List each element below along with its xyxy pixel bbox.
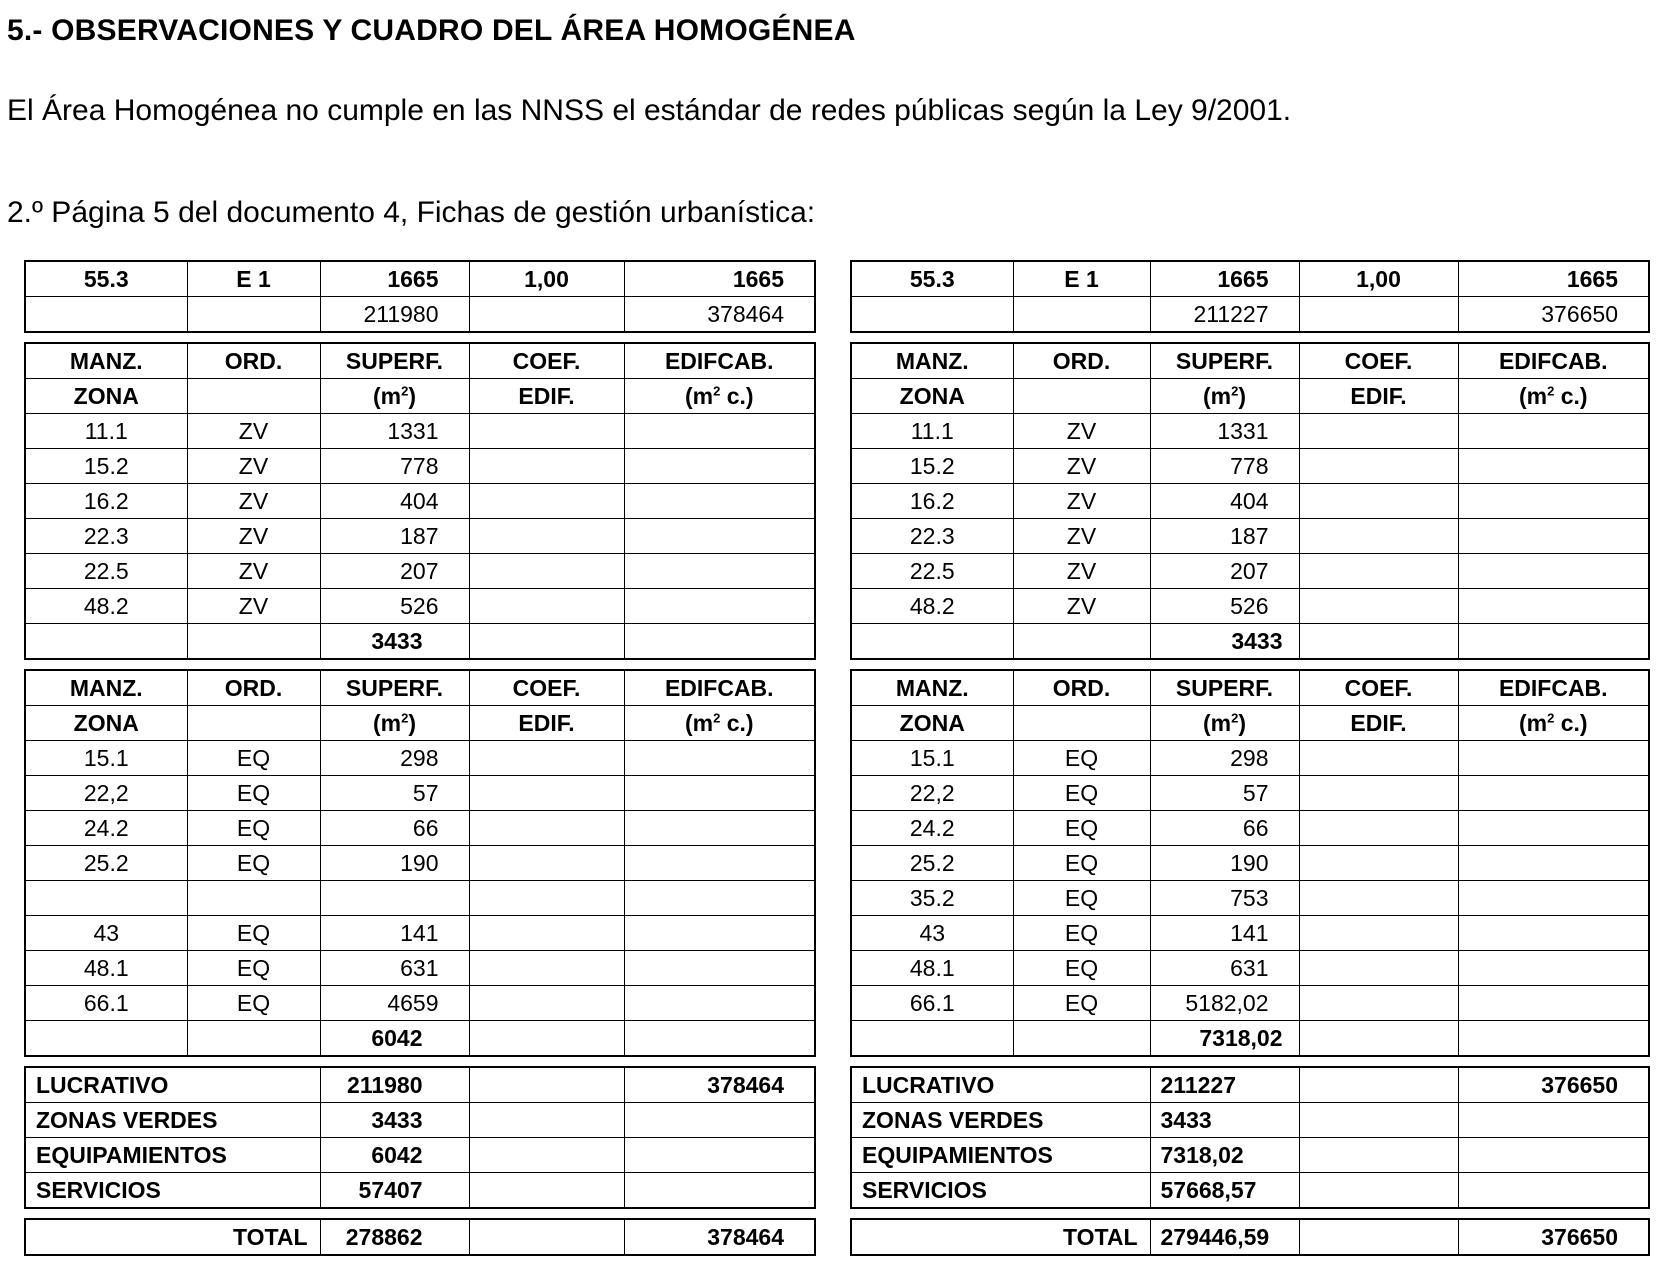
cell-edifcab	[624, 951, 815, 986]
summary-row	[25, 1067, 815, 1103]
cell-edifcab	[1458, 846, 1649, 881]
table-row	[851, 484, 1649, 519]
cell-manz: 15.1	[851, 741, 1013, 776]
table-row	[851, 589, 1649, 624]
cell-ord: EQ	[1013, 986, 1150, 1021]
table-row	[25, 554, 815, 589]
header-blank	[1013, 379, 1150, 414]
header-coef: COEF.	[469, 343, 624, 379]
cell-edifcab: 378464	[624, 297, 815, 333]
summary-row	[25, 1138, 815, 1173]
summary-superf: 3433	[1150, 1103, 1299, 1138]
cell-manz: 55.3	[851, 261, 1013, 297]
header-blank	[1013, 706, 1150, 741]
cell-manz: 55.3	[25, 261, 187, 297]
summary-superf: 6042	[320, 1138, 469, 1173]
observation-paragraph: El Área Homogénea no cumple en las NNSS el estándar de redes públicas según la Ley 9/2001.	[7, 94, 1292, 127]
summary-row	[25, 1103, 815, 1138]
header-edif: EDIF.	[1299, 706, 1458, 741]
summary-row	[851, 1103, 1649, 1138]
summary-superf: 7318,02	[1150, 1138, 1299, 1173]
cell-edifcab	[624, 484, 815, 519]
right-table-panel	[850, 260, 1648, 1256]
total-label: TOTAL	[851, 1219, 1150, 1255]
cell-ord: EQ	[1013, 951, 1150, 986]
cell-edifcab: 376650	[1458, 297, 1649, 333]
cell-ord	[187, 297, 320, 333]
total-label: TOTAL	[25, 1219, 320, 1255]
table-row	[25, 414, 815, 449]
table-row	[851, 881, 1649, 916]
cell-edifcab	[624, 519, 815, 554]
cell-ord: ZV	[187, 449, 320, 484]
cell-coef	[469, 986, 624, 1021]
header-superf-unit: $(m^2)$	[320, 379, 469, 414]
table-row	[851, 811, 1649, 846]
cell-ord	[187, 881, 320, 916]
cell-edifcab	[1458, 519, 1649, 554]
header-ord: ORD.	[187, 670, 320, 706]
zonas-verdes-table	[24, 342, 816, 660]
table-row	[851, 916, 1649, 951]
cell-coef: 1,00	[469, 261, 624, 297]
cell-coef	[1299, 519, 1458, 554]
cell-superf: 298	[1150, 741, 1299, 776]
header-edifcab: EDIFCAB.	[624, 343, 815, 379]
cell-edifcab	[624, 811, 815, 846]
table-row	[25, 881, 815, 916]
table-row	[25, 519, 815, 554]
cell-coef	[469, 776, 624, 811]
cell-ord: ZV	[1013, 589, 1150, 624]
cell-ord: EQ	[187, 846, 320, 881]
cell-manz: 11.1	[851, 414, 1013, 449]
table-row	[25, 811, 815, 846]
cell-edifcab	[624, 776, 815, 811]
cell-edifcab	[1458, 776, 1649, 811]
cell-edifcab	[1458, 449, 1649, 484]
summary-edifcab: 376650	[1458, 1067, 1649, 1103]
header-edifcab: EDIFCAB.	[624, 670, 815, 706]
cell-superf: 1331	[1150, 414, 1299, 449]
cell-manz: 43	[851, 916, 1013, 951]
cell-coef	[1299, 449, 1458, 484]
table-row	[851, 741, 1649, 776]
left-table-panel	[24, 260, 814, 1256]
total-superf: 278862	[320, 1219, 469, 1255]
cell-edifcab	[1458, 811, 1649, 846]
cell-coef	[469, 297, 624, 333]
summary-label: LUCRATIVO	[25, 1067, 320, 1103]
cell-manz: 48.1	[25, 951, 187, 986]
cell-superf: 778	[1150, 449, 1299, 484]
header-ord: ORD.	[1013, 343, 1150, 379]
cell-coef	[469, 589, 624, 624]
total-edifcab: 376650	[1458, 1219, 1649, 1255]
summary-edifcab	[1458, 1173, 1649, 1209]
header-edif: EDIF.	[469, 379, 624, 414]
header-edifcab-unit: ($m^2$ c.)	[624, 379, 815, 414]
cell-ord: ZV	[187, 589, 320, 624]
cell-manz: 22.5	[25, 554, 187, 589]
cell-superf: 526	[320, 589, 469, 624]
cell-coef	[469, 951, 624, 986]
cell-edifcab: 1665	[1458, 261, 1649, 297]
summary-edifcab	[624, 1103, 815, 1138]
cell-subtotal: 6042	[320, 1021, 469, 1057]
cell-coef	[469, 449, 624, 484]
cell-edifcab	[624, 846, 815, 881]
summary-row	[851, 1173, 1649, 1209]
cell-superf: 66	[1150, 811, 1299, 846]
cell-manz: 22,2	[851, 776, 1013, 811]
cell-manz: 15.2	[851, 449, 1013, 484]
cell-edifcab	[624, 881, 815, 916]
table-row	[851, 986, 1649, 1021]
cell-superf: 211980	[320, 297, 469, 333]
header-superf: SUPERF.	[320, 670, 469, 706]
header-edifcab-unit: ($m^2$ c.)	[624, 706, 815, 741]
cell-superf: 190	[1150, 846, 1299, 881]
table-row	[851, 776, 1649, 811]
cell-manz	[25, 881, 187, 916]
header-superf: SUPERF.	[1150, 670, 1299, 706]
cell-ord: ZV	[187, 519, 320, 554]
cell-ord: ZV	[187, 484, 320, 519]
summary-edifcab	[624, 1138, 815, 1173]
cell-superf: 141	[1150, 916, 1299, 951]
cell-ord: ZV	[1013, 449, 1150, 484]
cell-superf: 207	[1150, 554, 1299, 589]
cell-superf: 298	[320, 741, 469, 776]
cell-ord: EQ	[187, 986, 320, 1021]
summary-row	[851, 1067, 1649, 1103]
cell-manz: 15.2	[25, 449, 187, 484]
header-zona: ZONA	[851, 706, 1013, 741]
cell-manz: 35.2	[851, 881, 1013, 916]
cell-manz: 22.5	[851, 554, 1013, 589]
header-edifcab: EDIFCAB.	[1458, 343, 1649, 379]
cell-coef	[469, 484, 624, 519]
summary-label: EQUIPAMIENTOS	[851, 1138, 1150, 1173]
cell-edifcab: 1665	[624, 261, 815, 297]
table-row	[25, 986, 815, 1021]
cell-manz: 15.1	[25, 741, 187, 776]
table-row	[25, 741, 815, 776]
header-edifcab-unit: ($m^2$ c.)	[1458, 379, 1649, 414]
total-table	[24, 1218, 816, 1256]
cell-coef	[1299, 776, 1458, 811]
cell-coef	[1299, 811, 1458, 846]
cell-manz	[851, 297, 1013, 333]
cell-superf: 187	[320, 519, 469, 554]
summary-label: LUCRATIVO	[851, 1067, 1150, 1103]
cell-superf: 187	[1150, 519, 1299, 554]
cell-manz: 16.2	[851, 484, 1013, 519]
cell-coef	[1299, 554, 1458, 589]
cell-edifcab	[1458, 741, 1649, 776]
header-coef: COEF.	[1299, 343, 1458, 379]
section-heading: 5.- OBSERVACIONES Y CUADRO DEL ÁREA HOMOGÉNEA	[7, 14, 856, 47]
cell-superf: 526	[1150, 589, 1299, 624]
cell-manz: 22,2	[25, 776, 187, 811]
header-edif: EDIF.	[1299, 379, 1458, 414]
table-row	[851, 449, 1649, 484]
cell-coef	[1299, 484, 1458, 519]
table-row	[851, 414, 1649, 449]
cell-coef	[469, 519, 624, 554]
cell-ord: EQ	[187, 776, 320, 811]
summary-row	[25, 1173, 815, 1209]
cell-ord: EQ	[1013, 811, 1150, 846]
summary-label: ZONAS VERDES	[851, 1103, 1150, 1138]
subtotal-row	[25, 1021, 815, 1057]
cell-manz: 25.2	[851, 846, 1013, 881]
header-edifcab: EDIFCAB.	[1458, 670, 1649, 706]
header-ord: ORD.	[1013, 670, 1150, 706]
cell-ord: E 1	[1013, 261, 1150, 297]
cell-edifcab	[1458, 414, 1649, 449]
cell-superf: 1665	[320, 261, 469, 297]
cell-superf: 631	[320, 951, 469, 986]
cell-superf: 1331	[320, 414, 469, 449]
table-row	[25, 484, 815, 519]
cell-superf: 57	[320, 776, 469, 811]
cell-subtotal: 7318,02	[1150, 1021, 1299, 1057]
cell-manz: 48.1	[851, 951, 1013, 986]
cell-manz	[25, 297, 187, 333]
cell-edifcab	[1458, 951, 1649, 986]
table-row	[25, 916, 815, 951]
cell-manz: 22.3	[25, 519, 187, 554]
summary-superf: 211227	[1150, 1067, 1299, 1103]
cell-ord	[1013, 297, 1150, 333]
subtotal-row	[851, 1021, 1649, 1057]
cell-ord: EQ	[1013, 916, 1150, 951]
cell-manz: 22.3	[851, 519, 1013, 554]
total-superf: 279446,59	[1150, 1219, 1299, 1255]
cell-ord: EQ	[187, 916, 320, 951]
cell-edifcab	[624, 414, 815, 449]
total-table	[850, 1218, 1650, 1256]
table-row	[25, 589, 815, 624]
header-values-table	[850, 260, 1650, 333]
header-manz: MANZ.	[851, 343, 1013, 379]
table-row	[25, 776, 815, 811]
table-row	[851, 846, 1649, 881]
total-edifcab: 378464	[624, 1219, 815, 1255]
cell-edifcab	[1458, 484, 1649, 519]
cell-coef	[469, 811, 624, 846]
cell-edifcab	[1458, 881, 1649, 916]
cell-edifcab	[624, 916, 815, 951]
cell-superf: 5182,02	[1150, 986, 1299, 1021]
cell-ord: EQ	[1013, 881, 1150, 916]
cell-edifcab	[624, 986, 815, 1021]
cell-edifcab	[1458, 916, 1649, 951]
cell-manz: 25.2	[25, 846, 187, 881]
summary-edifcab: 378464	[624, 1067, 815, 1103]
cell-edifcab	[624, 449, 815, 484]
header-superf-unit: $(m^2)$	[1150, 379, 1299, 414]
cell-edifcab	[1458, 986, 1649, 1021]
cell-edifcab	[1458, 589, 1649, 624]
header-zona: ZONA	[25, 706, 187, 741]
summary-edifcab	[1458, 1103, 1649, 1138]
header-superf: SUPERF.	[1150, 343, 1299, 379]
header-blank	[187, 706, 320, 741]
cell-manz: 24.2	[851, 811, 1013, 846]
header-superf: SUPERF.	[320, 343, 469, 379]
summary-superf: 57668,57	[1150, 1173, 1299, 1209]
cell-superf: 631	[1150, 951, 1299, 986]
summary-superf: 211980	[320, 1067, 469, 1103]
summary-row	[851, 1138, 1649, 1173]
equipamientos-table	[24, 669, 816, 1057]
cell-superf	[320, 881, 469, 916]
summary-table	[24, 1066, 816, 1209]
cell-ord: ZV	[1013, 484, 1150, 519]
cell-superf: 141	[320, 916, 469, 951]
summary-table	[850, 1066, 1650, 1209]
summary-edifcab	[624, 1173, 815, 1209]
summary-label: ZONAS VERDES	[25, 1103, 320, 1138]
header-zona: ZONA	[25, 379, 187, 414]
cell-coef	[1299, 589, 1458, 624]
header-blank	[187, 379, 320, 414]
cell-ord: ZV	[187, 414, 320, 449]
cell-edifcab	[624, 589, 815, 624]
cell-coef	[1299, 414, 1458, 449]
table-row	[851, 951, 1649, 986]
table-row	[25, 846, 815, 881]
cell-superf: 57	[1150, 776, 1299, 811]
header-manz: MANZ.	[25, 670, 187, 706]
cell-coef	[1299, 741, 1458, 776]
header-superf-unit: $(m^2)$	[320, 706, 469, 741]
cell-edifcab	[1458, 554, 1649, 589]
header-coef: COEF.	[469, 670, 624, 706]
table-row	[25, 951, 815, 986]
summary-edifcab	[1458, 1138, 1649, 1173]
cell-ord: EQ	[187, 951, 320, 986]
cell-manz: 66.1	[851, 986, 1013, 1021]
cell-ord: ZV	[1013, 554, 1150, 589]
subtotal-row	[25, 624, 815, 660]
cell-ord: ZV	[187, 554, 320, 589]
cell-superf: 66	[320, 811, 469, 846]
header-edif: EDIF.	[469, 706, 624, 741]
cell-manz: 11.1	[25, 414, 187, 449]
subtotal-row	[851, 624, 1649, 660]
cell-superf: 211227	[1150, 297, 1299, 333]
cell-superf: 4659	[320, 986, 469, 1021]
cell-ord: EQ	[187, 811, 320, 846]
cell-superf: 404	[320, 484, 469, 519]
cell-subtotal: 3433	[1150, 624, 1299, 660]
cell-coef	[1299, 297, 1458, 333]
cell-superf: 207	[320, 554, 469, 589]
cell-edifcab	[624, 741, 815, 776]
cell-manz: 16.2	[25, 484, 187, 519]
cell-manz: 43	[25, 916, 187, 951]
zonas-verdes-table	[850, 342, 1650, 660]
cell-manz: 48.2	[25, 589, 187, 624]
cell-coef: 1,00	[1299, 261, 1458, 297]
cell-manz: 24.2	[25, 811, 187, 846]
cell-superf: 753	[1150, 881, 1299, 916]
header-coef: COEF.	[1299, 670, 1458, 706]
cell-superf: 1665	[1150, 261, 1299, 297]
cell-coef	[1299, 846, 1458, 881]
cell-coef	[469, 554, 624, 589]
cell-ord: EQ	[1013, 741, 1150, 776]
header-manz: MANZ.	[25, 343, 187, 379]
header-edifcab-unit: ($m^2$ c.)	[1458, 706, 1649, 741]
cell-ord: EQ	[1013, 776, 1150, 811]
cell-manz: 48.2	[851, 589, 1013, 624]
cell-coef	[469, 881, 624, 916]
page-reference-paragraph: 2.º Página 5 del documento 4, Fichas de gestión urbanística:	[7, 196, 816, 229]
cell-coef	[1299, 986, 1458, 1021]
cell-coef	[469, 846, 624, 881]
cell-coef	[469, 916, 624, 951]
summary-label: EQUIPAMIENTOS	[25, 1138, 320, 1173]
cell-coef	[469, 741, 624, 776]
table-row	[25, 449, 815, 484]
cell-ord: ZV	[1013, 519, 1150, 554]
summary-label: SERVICIOS	[851, 1173, 1150, 1209]
cell-superf: 404	[1150, 484, 1299, 519]
header-values-table	[24, 260, 816, 333]
cell-manz: 66.1	[25, 986, 187, 1021]
cell-ord: EQ	[187, 741, 320, 776]
summary-superf: 3433	[320, 1103, 469, 1138]
cell-ord: E 1	[187, 261, 320, 297]
cell-coef	[1299, 951, 1458, 986]
equipamientos-table	[850, 669, 1650, 1057]
cell-ord: EQ	[1013, 846, 1150, 881]
cell-coef	[1299, 881, 1458, 916]
table-row	[851, 554, 1649, 589]
header-manz: MANZ.	[851, 670, 1013, 706]
cell-coef	[469, 414, 624, 449]
table-row	[851, 519, 1649, 554]
cell-subtotal: 3433	[320, 624, 469, 660]
cell-edifcab	[624, 554, 815, 589]
header-superf-unit: $(m^2)$	[1150, 706, 1299, 741]
cell-coef	[1299, 916, 1458, 951]
header-zona: ZONA	[851, 379, 1013, 414]
header-ord: ORD.	[187, 343, 320, 379]
summary-label: SERVICIOS	[25, 1173, 320, 1209]
summary-superf: 57407	[320, 1173, 469, 1209]
cell-ord: ZV	[1013, 414, 1150, 449]
cell-superf: 778	[320, 449, 469, 484]
cell-superf: 190	[320, 846, 469, 881]
